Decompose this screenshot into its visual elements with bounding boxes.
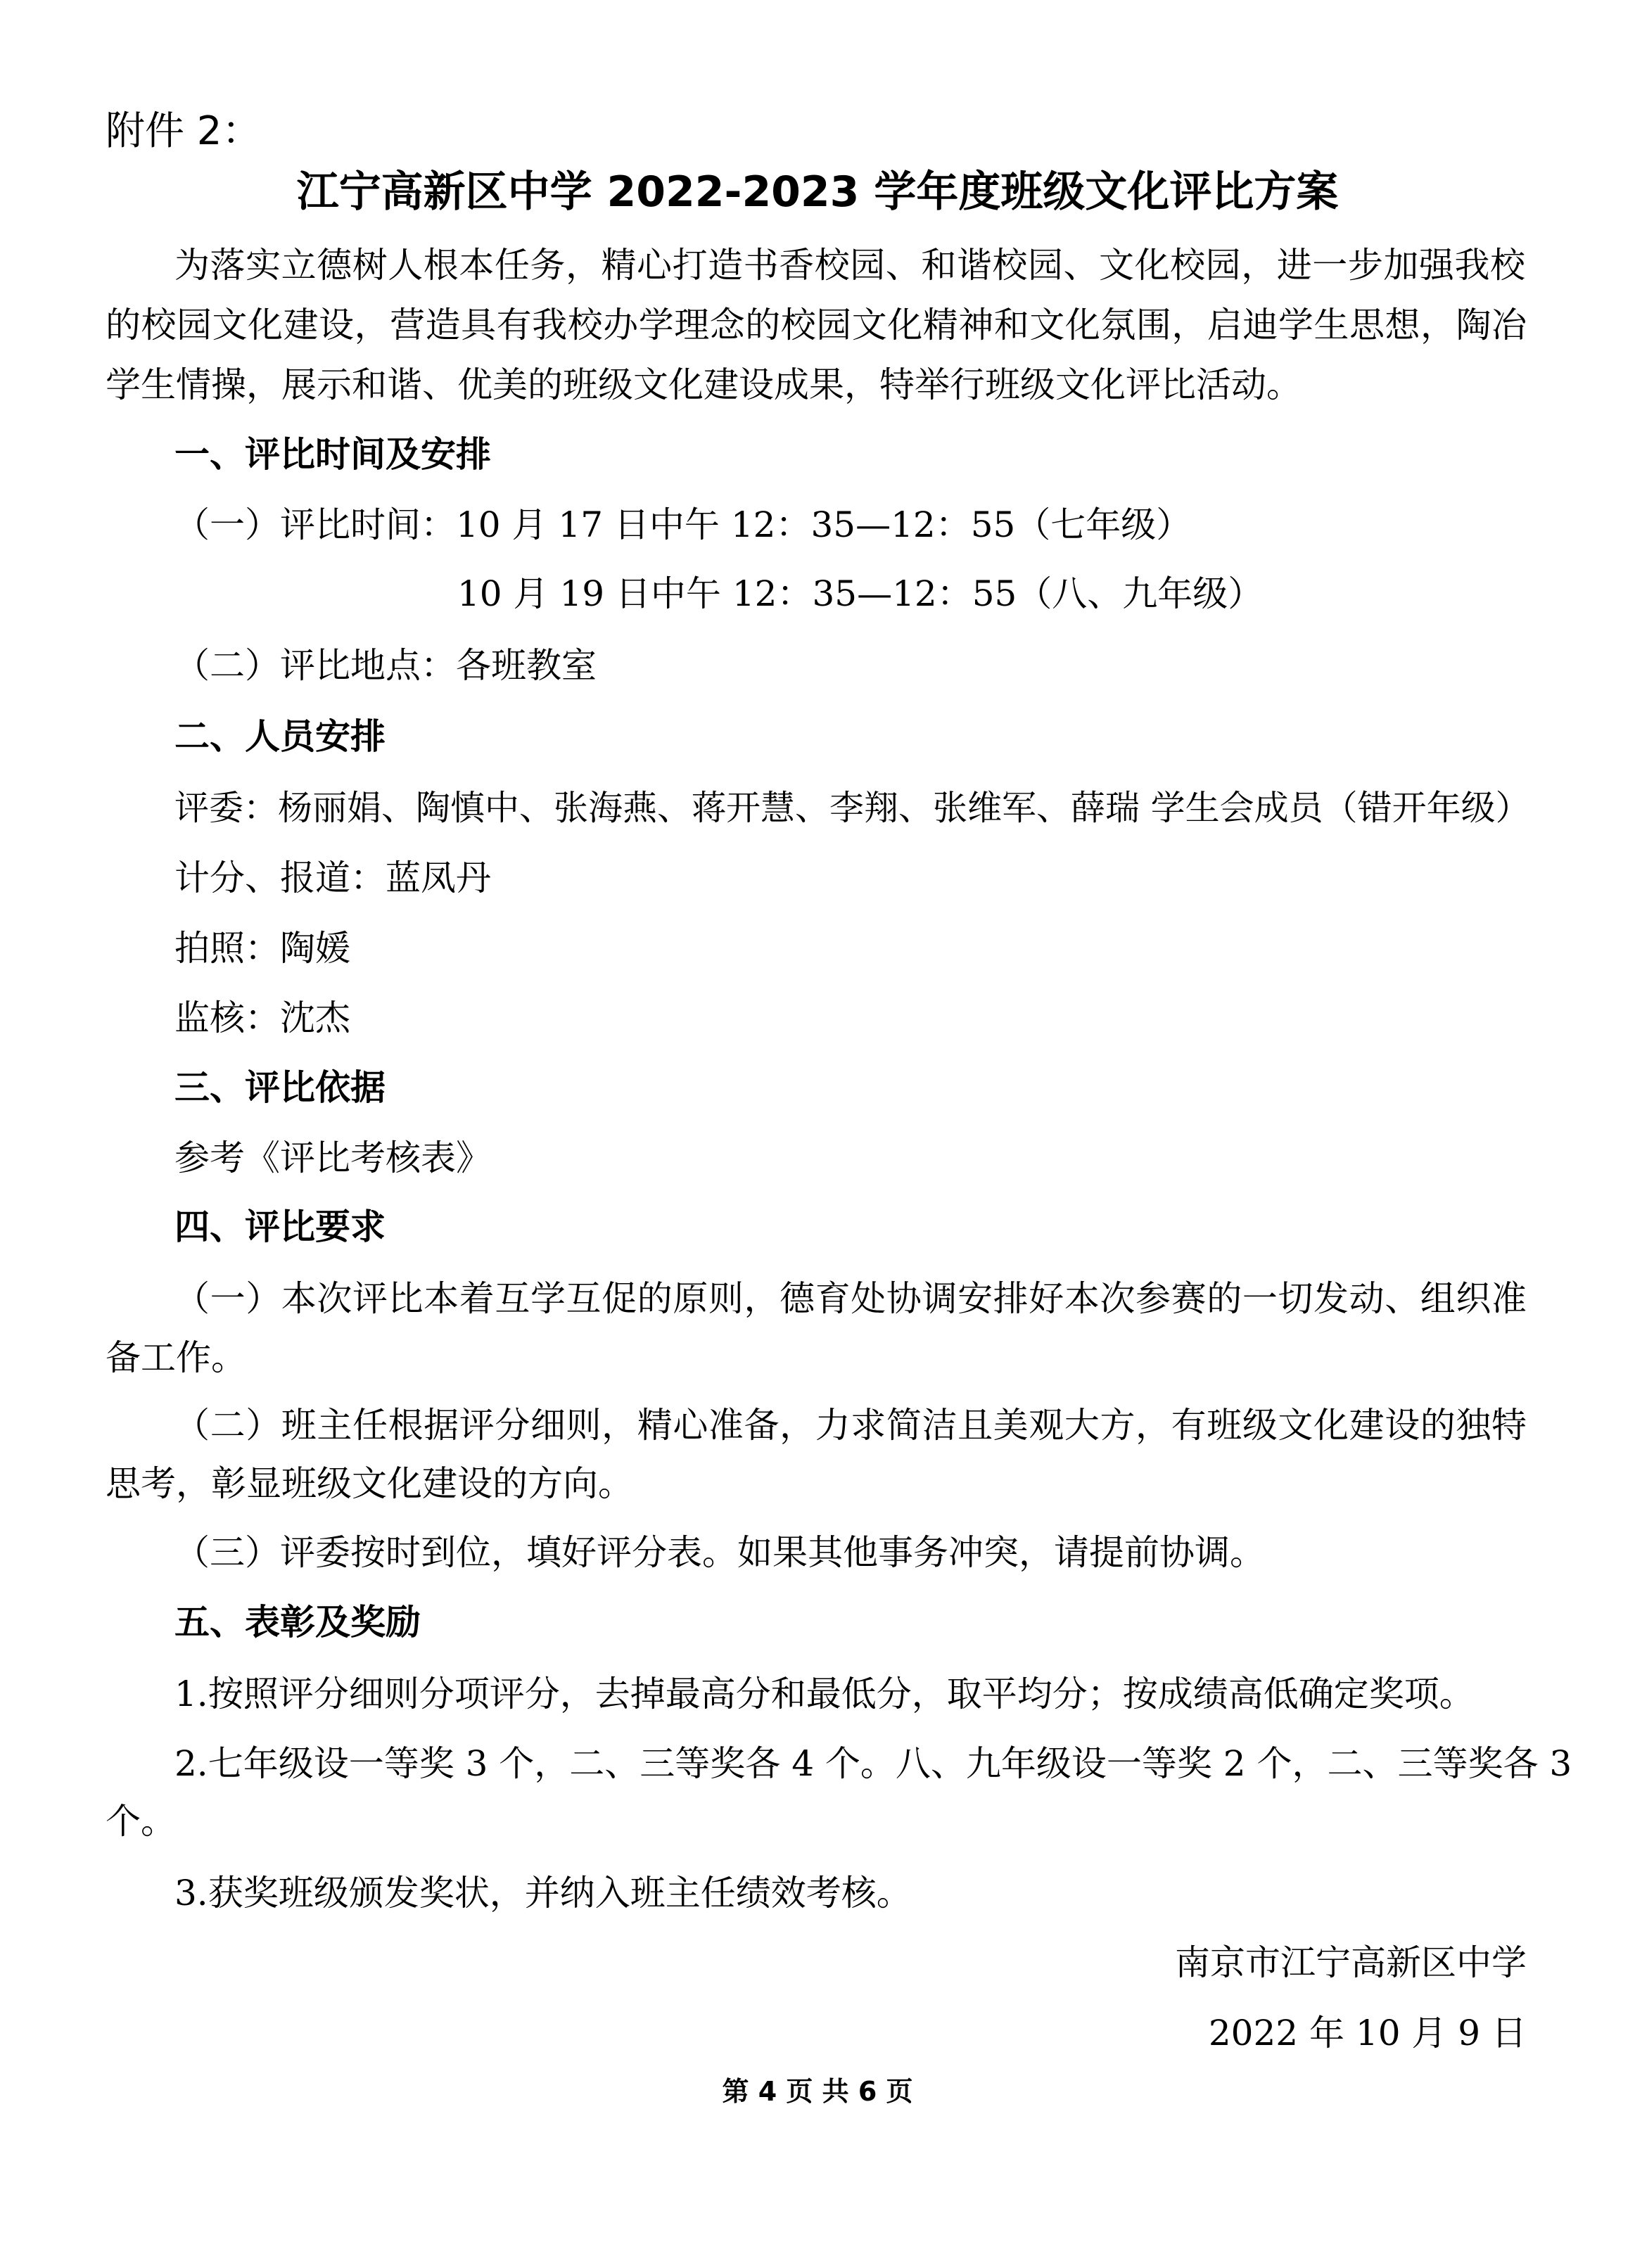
intro-line-3: 学生情操，展示和谐、优美的班级文化建设成果，特举行班级文化评比活动。 [106, 364, 1302, 405]
award-item-2-line-2: 个。 [106, 1801, 176, 1842]
section-1-heading: 一、评比时间及安排 [174, 434, 491, 475]
requirement-2-line-1: （二）班主任根据评分细则，精心准备，力求简洁且美观大方，有班级文化建设的独特 [174, 1405, 1527, 1446]
photo-line: 拍照：陶媛 [174, 928, 350, 969]
requirement-1-line-1: （一）本次评比本着互学互促的原则，德育处协调安排好本次参赛的一切发动、组织准 [174, 1278, 1527, 1319]
intro-line-1: 为落实立德树人根本任务，精心打造书香校园、和谐校园、文化校园，进一步加强我校 [174, 245, 1525, 286]
reference-line: 参考《评比考核表》 [174, 1138, 491, 1178]
section-2-heading: 二、人员安排 [174, 716, 386, 757]
scoring-line: 计分、报道：蓝凤丹 [174, 858, 491, 898]
page-footer: 第 4 页 共 6 页 [722, 2076, 913, 2107]
section-5-heading: 五、表彰及奖励 [174, 1602, 421, 1643]
intro-line-2: 的校园文化建设，营造具有我校办学理念的校园文化精神和文化氛围，启迪学生思想，陶冶 [106, 305, 1527, 345]
award-item-1: 1.按照评分细则分项评分，去掉最高分和最低分，取平均分；按成绩高低确定奖项。 [174, 1674, 1475, 1714]
attachment-label: 附件 2： [106, 108, 262, 154]
evaluation-time-line-2: 10 月 19 日中午 12：35—12：55（八、九年级） [457, 573, 1264, 614]
document-title: 江宁高新区中学 2022-2023 学年度班级文化评比方案 [296, 167, 1339, 217]
judges-line: 评委：杨丽娟、陶慎中、张海燕、蒋开慧、李翔、张维军、薛瑞 学生会成员（错开年级） [174, 788, 1530, 828]
evaluation-time-line-1: （一）评比时间：10 月 17 日中午 12：35—12：55（七年级） [174, 504, 1192, 545]
signature-organization: 南京市江宁高新区中学 [1175, 1942, 1527, 1983]
requirement-2-line-2: 思考，彰显班级文化建设的方向。 [106, 1463, 633, 1504]
requirement-3: （三）评委按时到位，填好评分表。如果其他事务冲突，请提前协调。 [174, 1532, 1265, 1573]
audit-line: 监核：沈杰 [174, 998, 350, 1038]
award-item-2-line-1: 2.七年级设一等奖 3 个，二、三等奖各 4 个。八、九年级设一等奖 2 个，二、三等奖各 3 [174, 1743, 1572, 1784]
signature-date: 2022 年 10 月 9 日 [1208, 2013, 1527, 2053]
section-3-heading: 三、评比依据 [174, 1067, 386, 1108]
award-item-3: 3.获奖班级颁发奖状，并纳入班主任绩效考核。 [174, 1873, 912, 1913]
evaluation-place: （二）评比地点：各班教室 [174, 645, 597, 686]
section-4-heading: 四、评比要求 [174, 1206, 386, 1247]
requirement-1-line-2: 备工作。 [106, 1337, 246, 1378]
